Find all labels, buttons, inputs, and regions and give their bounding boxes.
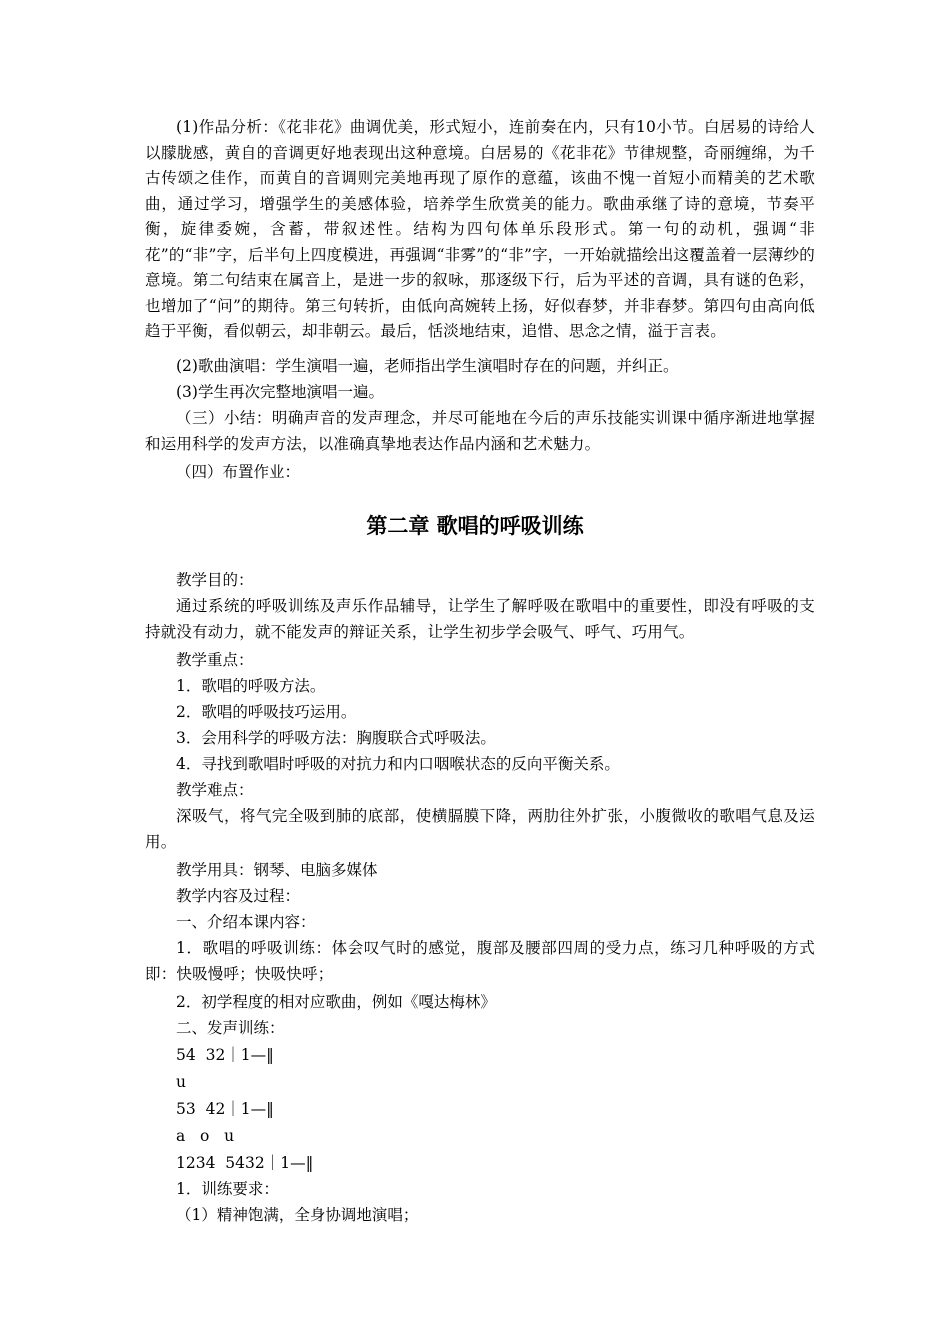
homework-heading: （四）布置作业：: [176, 463, 301, 481]
intro-item: 2．初学程度的相对应歌曲，例如《嘎达梅林》: [176, 993, 496, 1011]
summary-paragraph: （三）小结：明确声音的发声理念，并尽可能地在今后的声乐技能实训课中循序渐进地掌握和运用科学的发声方法，以准确真挚地表达作品内涵和艺术魅力。: [145, 409, 815, 453]
requirements-label: 1．训练要求：: [176, 1180, 279, 1198]
requirement-item: （1）精神饱满，全身协调地演唱；: [176, 1206, 419, 1224]
exercise-notation: 54 32｜1—‖: [176, 1046, 274, 1064]
sing-again-step: (3)学生再次完整地演唱一遍。: [176, 383, 384, 401]
goal-label: 教学目的：: [176, 571, 254, 589]
key-point-item: 4．寻找到歌唱时呼吸的对抗力和内口咽喉状态的反向平衡关系。: [176, 755, 620, 773]
exercise-vowels: a o u: [176, 1127, 235, 1145]
intro-label: 一、介绍本课内容：: [176, 913, 316, 931]
key-point-item: 3．会用科学的呼吸方法：胸腹联合式呼吸法。: [176, 729, 496, 747]
intro-item: 1．歌唱的呼吸训练：体会叹气时的感觉，腹部及腰部四周的受力点，练习几种呼吸的方式即：快吸慢呼；快吸快呼；: [145, 939, 815, 983]
vocal-training-label: 二、发声训练：: [176, 1019, 285, 1037]
process-label: 教学内容及过程：: [176, 887, 301, 905]
difficulty-paragraph: 深吸气，将气完全吸到肺的底部，使横膈膜下降，两肋往外扩张，小腹微收的歌唱气息及运用。: [145, 807, 815, 851]
singing-step: (2)歌曲演唱：学生演唱一遍，老师指出学生演唱时存在的问题，并纠正。: [176, 357, 679, 375]
exercise-notation: 53 42｜1—‖: [176, 1100, 274, 1118]
key-points-label: 教学重点：: [176, 651, 254, 669]
exercise-vowels: u: [176, 1073, 186, 1091]
key-point-item: 2．歌唱的呼吸技巧运用。: [176, 703, 357, 721]
difficulty-label: 教学难点：: [176, 781, 254, 799]
analysis-paragraph: (1)作品分析：《花非花》曲调优美，形式短小，连前奏在内，只有10小节。白居易的诗给人以朦胧感，黄自的音调更好地表现出这种意境。白居易的《花非花》节律规整，奇丽缠绵，为千古传颂之佳作，而黄自的音调则完美地再现了原作的意蕴，该曲不愧一首短小而精美的艺术歌曲，通过学习，增强学生的美感体验，培养学生欣赏美的能力。歌曲承继了诗的意境，节奏平衡，旋律委婉，含蓄，带叙述性。结构为四句体单乐段形式。第一句的动机，强调“非花”的“非”字，后半句上四度模进，再强调“非雾”的“非”字，一开始就描绘出这覆盖着一层薄纱的意境。第二句结束在属音上，是进一步的叙咏，那逐级下行，后为平述的音调，具有谜的色彩，也增加了“问”的期待。第三句转折，由低向高婉转上扬，好似春梦，并非春梦。第四句由高向低趋于平衡，看似朝云，却非朝云。最后，恬淡地结束，追惜、思念之情，溢于言表。: [145, 118, 815, 340]
goal-paragraph: 通过系统的呼吸训练及声乐作品辅导，让学生了解呼吸在歌唱中的重要性，即没有呼吸的支持就没有动力，就不能发声的辩证关系，让学生初步学会吸气、呼气、巧用气。: [145, 597, 815, 641]
chapter-title: 第二章 歌唱的呼吸训练: [366, 514, 584, 538]
tools-line: 教学用具：钢琴、电脑多媒体: [176, 861, 378, 879]
exercise-notation: 1234 5432｜1—‖: [176, 1154, 314, 1172]
key-point-item: 1．歌唱的呼吸方法。: [176, 677, 326, 695]
